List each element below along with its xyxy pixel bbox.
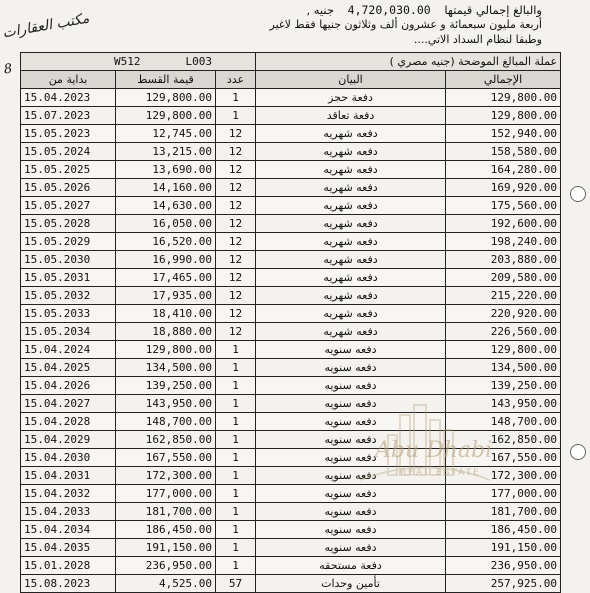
table-row bbox=[21, 539, 561, 557]
cell-description: دفعه شهريه bbox=[256, 323, 446, 341]
meta-row bbox=[21, 53, 561, 71]
cell-installment: 18,410.00 bbox=[116, 305, 216, 323]
cell-total: 191,150.00 bbox=[446, 539, 561, 557]
cell-count: 1 bbox=[216, 467, 256, 485]
cell-count: 1 bbox=[216, 395, 256, 413]
cell-total: 167,550.00 bbox=[446, 449, 561, 467]
table-row bbox=[21, 305, 561, 323]
cell-total: 181,700.00 bbox=[446, 503, 561, 521]
cell-installment: 236,950.00 bbox=[116, 557, 216, 575]
cell-date: 15.05.2030 bbox=[21, 251, 116, 269]
cell-total: 257,925.00 bbox=[446, 575, 561, 593]
cell-date: 15.07.2023 bbox=[21, 107, 116, 125]
table-row bbox=[21, 125, 561, 143]
cell-count: 12 bbox=[216, 179, 256, 197]
table-row bbox=[21, 377, 561, 395]
cell-installment: 18,880.00 bbox=[116, 323, 216, 341]
cell-date: 15.04.2024 bbox=[21, 341, 116, 359]
cell-count: 12 bbox=[216, 161, 256, 179]
cell-installment: 143,950.00 bbox=[116, 395, 216, 413]
cell-date: 15.04.2026 bbox=[21, 377, 116, 395]
col-header-description: البيان bbox=[256, 71, 446, 89]
table-row bbox=[21, 485, 561, 503]
cell-description: دفعه سنويه bbox=[256, 341, 446, 359]
cell-date: 15.05.2025 bbox=[21, 161, 116, 179]
watermark-text: Abu Dhabi bbox=[375, 438, 493, 463]
table-row bbox=[21, 143, 561, 161]
cell-date: 15.04.2028 bbox=[21, 413, 116, 431]
cell-description: دفعه سنويه bbox=[256, 395, 446, 413]
punch-hole bbox=[570, 186, 586, 202]
cell-total: 129,800.00 bbox=[446, 107, 561, 125]
cell-description: دفعة حجز bbox=[256, 89, 446, 107]
col-header-count: عدد bbox=[216, 71, 256, 89]
cell-count: 12 bbox=[216, 251, 256, 269]
cell-count: 1 bbox=[216, 431, 256, 449]
cell-total: 169,920.00 bbox=[446, 179, 561, 197]
table-row bbox=[21, 359, 561, 377]
currency-note: عملة المبالغ الموضحة (جنيه مصري ) bbox=[256, 53, 561, 71]
cell-installment: 4,525.00 bbox=[116, 575, 216, 593]
cell-description: دفعه سنويه bbox=[256, 431, 446, 449]
cell-description: دفعه شهريه bbox=[256, 143, 446, 161]
cell-total: 134,500.00 bbox=[446, 359, 561, 377]
column-header-row bbox=[21, 71, 561, 89]
cell-description: دفعه شهريه bbox=[256, 233, 446, 251]
cell-count: 57 bbox=[216, 575, 256, 593]
cell-installment: 13,690.00 bbox=[116, 161, 216, 179]
cell-installment: 14,630.00 bbox=[116, 197, 216, 215]
cell-description: دفعه سنويه bbox=[256, 503, 446, 521]
total-amount-line bbox=[306, 3, 542, 17]
cell-description: دفعة مستحقه bbox=[256, 557, 446, 575]
watermark-subtext: REAL ESTATE bbox=[400, 468, 481, 478]
table-row bbox=[21, 395, 561, 413]
cell-installment: 14,160.00 bbox=[116, 179, 216, 197]
cell-installment: 129,800.00 bbox=[116, 341, 216, 359]
total-amount-label: والبالغ إجمالي قيمتها bbox=[444, 3, 542, 17]
cell-installment: 16,990.00 bbox=[116, 251, 216, 269]
cell-date: 15.05.2034 bbox=[21, 323, 116, 341]
table-row bbox=[21, 503, 561, 521]
table-row bbox=[21, 323, 561, 341]
cell-description: دفعه سنويه bbox=[256, 485, 446, 503]
cell-description: دفعه سنويه bbox=[256, 539, 446, 557]
cell-total: 129,800.00 bbox=[446, 89, 561, 107]
cell-total: 220,920.00 bbox=[446, 305, 561, 323]
cell-description: دفعه شهريه bbox=[256, 251, 446, 269]
cell-date: 15.04.2035 bbox=[21, 539, 116, 557]
cell-description: دفعة تعاقد bbox=[256, 107, 446, 125]
cell-count: 1 bbox=[216, 503, 256, 521]
cell-total: 209,580.00 bbox=[446, 269, 561, 287]
table-row bbox=[21, 269, 561, 287]
cell-installment: 129,800.00 bbox=[116, 107, 216, 125]
cell-description: دفعه شهريه bbox=[256, 179, 446, 197]
cell-count: 1 bbox=[216, 485, 256, 503]
cell-description: دفعه سنويه bbox=[256, 449, 446, 467]
payment-system-intro: وطبقا لنظام السداد الاتي.... bbox=[413, 33, 542, 46]
cell-count: 12 bbox=[216, 215, 256, 233]
cell-total: 175,560.00 bbox=[446, 197, 561, 215]
cell-description: دفعه شهريه bbox=[256, 215, 446, 233]
cell-date: 15.05.2033 bbox=[21, 305, 116, 323]
cell-total: 152,940.00 bbox=[446, 125, 561, 143]
cell-total: 236,950.00 bbox=[446, 557, 561, 575]
cell-total: 226,560.00 bbox=[446, 323, 561, 341]
cell-description: دفعه سنويه bbox=[256, 413, 446, 431]
cell-date: 15.04.2033 bbox=[21, 503, 116, 521]
cell-installment: 177,000.00 bbox=[116, 485, 216, 503]
cell-installment: 186,450.00 bbox=[116, 521, 216, 539]
cell-description: دفعه شهريه bbox=[256, 161, 446, 179]
cell-installment: 191,150.00 bbox=[116, 539, 216, 557]
cell-installment: 129,800.00 bbox=[116, 89, 216, 107]
cell-date: 15.04.2030 bbox=[21, 449, 116, 467]
cell-description: دفعه شهريه bbox=[256, 305, 446, 323]
cell-count: 1 bbox=[216, 377, 256, 395]
cell-installment: 17,935.00 bbox=[116, 287, 216, 305]
cell-description: دفعه سنويه bbox=[256, 467, 446, 485]
cell-total: 198,240.00 bbox=[446, 233, 561, 251]
table-row bbox=[21, 233, 561, 251]
punch-hole bbox=[570, 444, 586, 460]
cell-count: 12 bbox=[216, 125, 256, 143]
table-row bbox=[21, 179, 561, 197]
table-row bbox=[21, 89, 561, 107]
cell-description: دفعه سنويه bbox=[256, 521, 446, 539]
cell-count: 12 bbox=[216, 197, 256, 215]
unit-number: W512 bbox=[114, 55, 141, 68]
unit-code: L003 bbox=[185, 55, 213, 68]
cell-date: 15.05.2029 bbox=[21, 233, 116, 251]
cell-date: 15.05.2026 bbox=[21, 179, 116, 197]
cell-count: 12 bbox=[216, 287, 256, 305]
cell-installment: 162,850.00 bbox=[116, 431, 216, 449]
cell-count: 12 bbox=[216, 143, 256, 161]
cell-date: 15.01.2028 bbox=[21, 557, 116, 575]
cell-description: دفعه شهريه bbox=[256, 287, 446, 305]
cell-total: 129,800.00 bbox=[446, 341, 561, 359]
table-row bbox=[21, 161, 561, 179]
table-row bbox=[21, 215, 561, 233]
table-row bbox=[21, 413, 561, 431]
cell-installment: 148,700.00 bbox=[116, 413, 216, 431]
cell-count: 1 bbox=[216, 539, 256, 557]
cell-description: دفعه شهريه bbox=[256, 125, 446, 143]
cell-total: 172,300.00 bbox=[446, 467, 561, 485]
cell-total: 139,250.00 bbox=[446, 377, 561, 395]
cell-installment: 167,550.00 bbox=[116, 449, 216, 467]
cell-date: 15.04.2027 bbox=[21, 395, 116, 413]
cell-count: 1 bbox=[216, 341, 256, 359]
cell-total: 186,450.00 bbox=[446, 521, 561, 539]
cell-date: 15.04.2034 bbox=[21, 521, 116, 539]
cell-total: 148,700.00 bbox=[446, 413, 561, 431]
cell-description: تأمين وحدات bbox=[256, 575, 446, 593]
cell-description: دفعه سنويه bbox=[256, 359, 446, 377]
total-amount-currency: جنيه , bbox=[306, 3, 334, 17]
cell-count: 1 bbox=[216, 521, 256, 539]
table-row bbox=[21, 287, 561, 305]
payment-schedule-table bbox=[20, 52, 561, 593]
cell-installment: 181,700.00 bbox=[116, 503, 216, 521]
cell-date: 15.05.2024 bbox=[21, 143, 116, 161]
cell-total: 215,220.00 bbox=[446, 287, 561, 305]
cell-count: 12 bbox=[216, 323, 256, 341]
col-header-installment: قيمة القسط bbox=[116, 71, 216, 89]
cell-total: 177,000.00 bbox=[446, 485, 561, 503]
cell-date: 15.04.2032 bbox=[21, 485, 116, 503]
cell-installment: 16,050.00 bbox=[116, 215, 216, 233]
table-row bbox=[21, 521, 561, 539]
col-header-total: الإجمالي bbox=[446, 71, 561, 89]
cell-installment: 17,465.00 bbox=[116, 269, 216, 287]
cell-date: 15.05.2032 bbox=[21, 287, 116, 305]
cell-date: 15.04.2023 bbox=[21, 89, 116, 107]
table-row bbox=[21, 575, 561, 593]
table-row bbox=[21, 341, 561, 359]
handwritten-number: 8 bbox=[2, 61, 14, 78]
cell-installment: 134,500.00 bbox=[116, 359, 216, 377]
cell-description: دفعه شهريه bbox=[256, 197, 446, 215]
cell-description: دفعه شهريه bbox=[256, 269, 446, 287]
cell-installment: 13,215.00 bbox=[116, 143, 216, 161]
cell-date: 15.04.2025 bbox=[21, 359, 116, 377]
table-row bbox=[21, 251, 561, 269]
cell-date: 15.04.2031 bbox=[21, 467, 116, 485]
cell-total: 143,950.00 bbox=[446, 395, 561, 413]
cell-installment: 139,250.00 bbox=[116, 377, 216, 395]
cell-total: 192,600.00 bbox=[446, 215, 561, 233]
cell-total: 158,580.00 bbox=[446, 143, 561, 161]
cell-date: 15.05.2028 bbox=[21, 215, 116, 233]
cell-count: 1 bbox=[216, 413, 256, 431]
cell-installment: 12,745.00 bbox=[116, 125, 216, 143]
cell-count: 1 bbox=[216, 89, 256, 107]
table-row bbox=[21, 197, 561, 215]
cell-count: 12 bbox=[216, 269, 256, 287]
cell-date: 15.08.2023 bbox=[21, 575, 116, 593]
cell-count: 12 bbox=[216, 233, 256, 251]
total-amount-value: 4,720,030.00 bbox=[347, 3, 431, 17]
cell-count: 12 bbox=[216, 305, 256, 323]
handwritten-note: مكتب العقارات bbox=[1, 10, 91, 42]
cell-total: 203,880.00 bbox=[446, 251, 561, 269]
cell-date: 15.04.2029 bbox=[21, 431, 116, 449]
cell-installment: 172,300.00 bbox=[116, 467, 216, 485]
cell-date: 15.05.2027 bbox=[21, 197, 116, 215]
amount-in-words: أربعة مليون سبعمائة و عشرون ألف وثلاثون جنيها فقط لاغير bbox=[269, 18, 542, 31]
cell-date: 15.05.2031 bbox=[21, 269, 116, 287]
cell-total: 164,280.00 bbox=[446, 161, 561, 179]
cell-count: 1 bbox=[216, 557, 256, 575]
unit-code-cell bbox=[21, 53, 256, 71]
cell-total: 162,850.00 bbox=[446, 431, 561, 449]
cell-count: 1 bbox=[216, 449, 256, 467]
cell-installment: 16,520.00 bbox=[116, 233, 216, 251]
cell-date: 15.05.2023 bbox=[21, 125, 116, 143]
cell-count: 1 bbox=[216, 359, 256, 377]
cell-count: 1 bbox=[216, 107, 256, 125]
cell-description: دفعه سنويه bbox=[256, 377, 446, 395]
table-row bbox=[21, 107, 561, 125]
col-header-date: بداية من bbox=[21, 71, 116, 89]
